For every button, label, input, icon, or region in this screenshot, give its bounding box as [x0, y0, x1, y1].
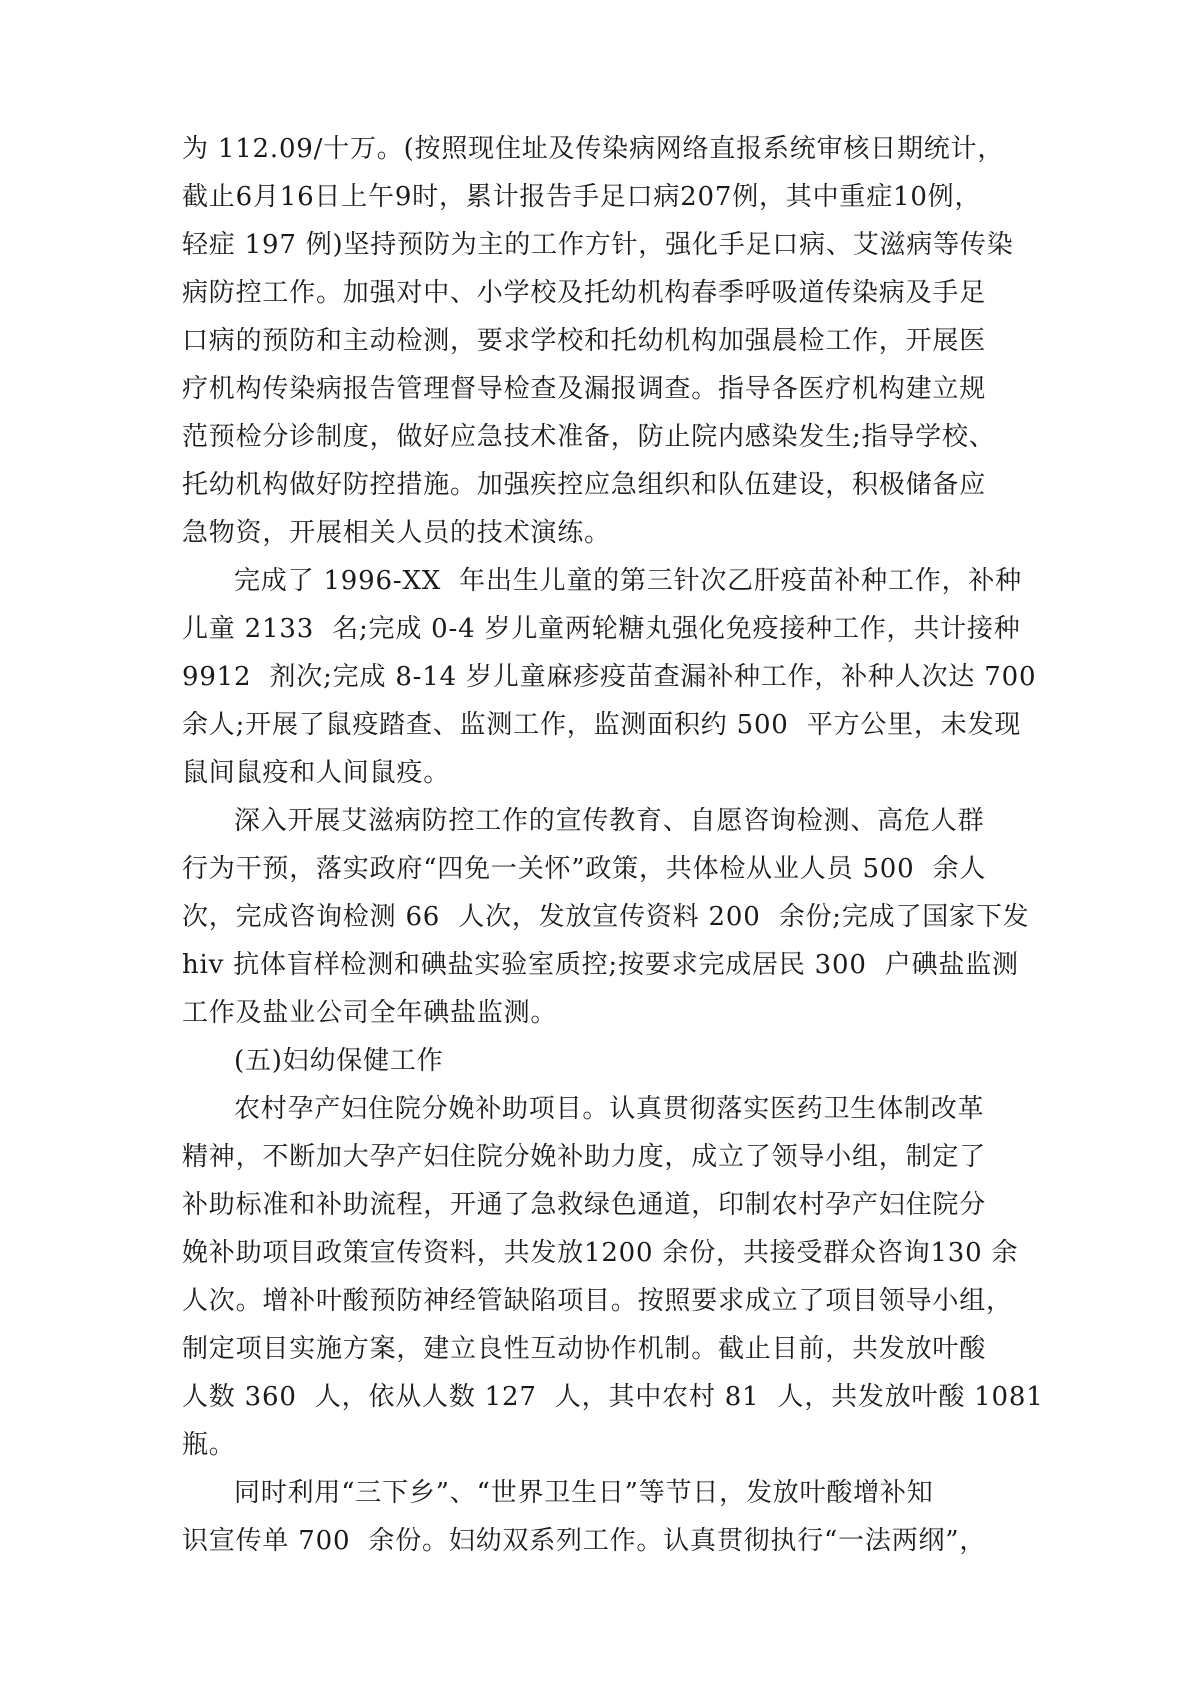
text-line: 范预检分诊制度，做好应急技术准备，防止院内感染发生;指导学校、 [182, 422, 996, 452]
text-line: 人数 360 人，依从人数 127 人，其中农村 81 人，共发放叶酸 1081 [182, 1382, 1044, 1412]
text-line: 为 112.09/十万。(按照现住址及传染病网络直报系统审核日期统计， [182, 134, 1005, 164]
text-line: 精神，不断加大孕产妇住院分娩补助力度，成立了领导小组，制定了 [182, 1142, 987, 1172]
text-line: 口病的预防和主动检测，要求学校和托幼机构加强晨检工作，开展医 [182, 326, 987, 356]
text-line: 娩补助项目政策宣传资料，共发放1200 余份，共接受群众咨询130 余 [182, 1238, 1019, 1268]
text-line: 补助标准和补助流程，开通了急救绿色通道，印制农村孕产妇住院分 [182, 1190, 987, 1220]
paragraph-first-line: 同时利用“三下乡”、“世界卫生日”等节日，发放叶酸增补知 [234, 1478, 934, 1508]
text-line: 急物资，开展相关人员的技术演练。 [182, 518, 611, 548]
text-line: 次，完成咨询检测 66 人次，发放宣传资料 200 余份;完成了国家下发 [182, 902, 1030, 932]
paragraph-first-line: 完成了 1996-XX 年出生儿童的第三针次乙肝疫苗补种工作，补种 [234, 566, 1022, 596]
text-line: 鼠间鼠疫和人间鼠疫。 [182, 758, 451, 788]
paragraph-first-line: 深入开展艾滋病防控工作的宣传教育、自愿咨询检测、高危人群 [234, 806, 985, 836]
text-line: 9912 剂次;完成 8-14 岁儿童麻疹疫苗查漏补种工作，补种人次达 700 [182, 662, 1037, 692]
text-line: 识宣传单 700 余份。妇幼双系列工作。认真贯彻执行“一法两纲”， [182, 1526, 987, 1556]
text-line: 制定项目实施方案，建立良性互动协作机制。截止目前，共发放叶酸 [182, 1334, 987, 1364]
text-line: 疗机构传染病报告管理督导检查及漏报调查。指导各医疗机构建立规 [182, 374, 987, 404]
text-line: 轻症 197 例)坚持预防为主的工作方针，强化手足口病、艾滋病等传染 [182, 230, 1014, 260]
text-line: 余人;开展了鼠疫踏查、监测工作，监测面积约 500 平方公里，未发现 [182, 710, 1022, 740]
paragraph-first-line: 农村孕产妇住院分娩补助项目。认真贯彻落实医药卫生体制改革 [234, 1094, 985, 1124]
text-line: 工作及盐业公司全年碘盐监测。 [182, 998, 558, 1028]
section-heading: (五)妇幼保健工作 [234, 1046, 444, 1076]
text-line: 截止6月16日上午9时，累计报告手足口病207例，其中重症10例， [182, 182, 982, 212]
text-line: 儿童 2133 名;完成 0-4 岁儿童两轮糖丸强化免疫接种工作，共计接种 [182, 614, 1021, 644]
text-line: hiv 抗体盲样检测和碘盐实验室质控;按要求完成居民 300 户碘盐监测 [182, 950, 1019, 980]
text-line: 病防控工作。加强对中、小学校及托幼机构春季呼吸道传染病及手足 [182, 278, 987, 308]
text-line: 托幼机构做好防控措施。加强疾控应急组织和队伍建设，积极储备应 [182, 470, 987, 500]
text-line: 人次。增补叶酸预防神经管缺陷项目。按照要求成立了项目领导小组， [182, 1286, 1013, 1316]
text-line: 行为干预，落实政府“四免一关怀”政策，共体检从业人员 500 余人 [182, 854, 987, 884]
text-line: 瓶。 [182, 1430, 236, 1460]
